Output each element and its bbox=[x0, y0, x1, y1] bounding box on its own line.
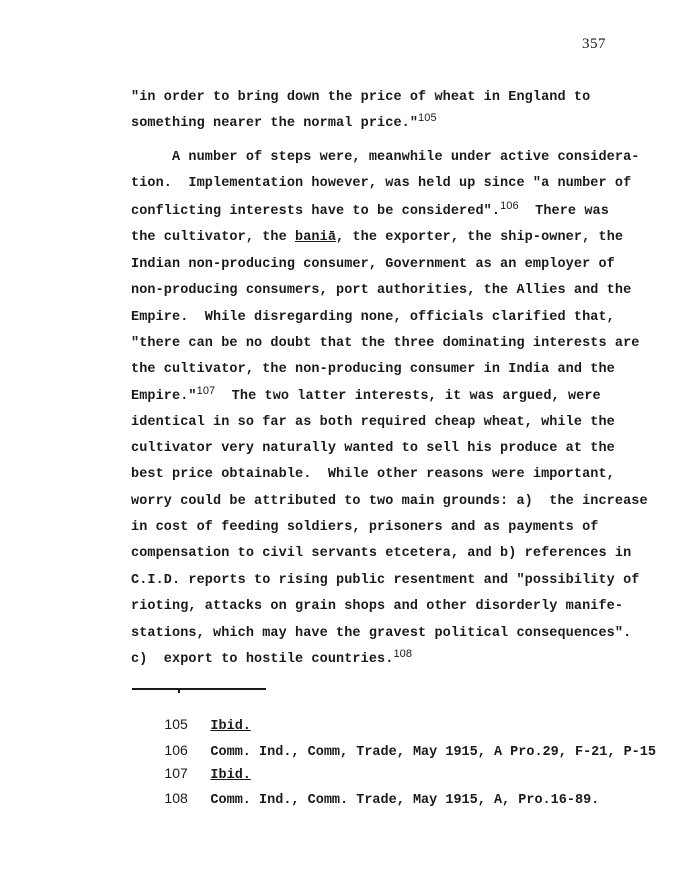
footnote bbox=[132, 775, 599, 823]
footnote-number: 106 bbox=[164, 742, 188, 758]
body-line: the cultivator, the non-producing consumer in India and the bbox=[131, 362, 615, 377]
footnote-ref: 108 bbox=[393, 648, 413, 660]
body-line: something nearer the normal price."$^{105}$ bbox=[131, 112, 437, 131]
footnote-text: Comm. Ind., Comm, Trade, May 1915, A Pro.29, F-21, P-15 bbox=[210, 745, 656, 760]
body-line: best price obtainable. While other reasons were important, bbox=[131, 467, 615, 482]
body-line: rioting, attacks on grain shops and other disorderly manife- bbox=[131, 599, 624, 614]
body-line: Empire. While disregarding none, officials clarified that, bbox=[131, 310, 615, 325]
footnote-text: Comm. Ind., Comm. Trade, May 1915, A, Pro.16-89. bbox=[210, 793, 600, 808]
underlined-term: baniā bbox=[295, 230, 337, 245]
footnote-number: 105 bbox=[164, 716, 188, 732]
footnote-divider bbox=[132, 688, 266, 690]
page-number: 357 bbox=[582, 36, 606, 52]
body-line: "there can be no doubt that the three dominating interests are bbox=[131, 336, 640, 351]
footnote-number: 107 bbox=[164, 765, 188, 781]
body-line: cultivator very naturally wanted to sell his produce at the bbox=[131, 441, 615, 456]
body-line: tion. Implementation however, was held up since "a number of bbox=[131, 176, 632, 191]
footnote-divider-tick bbox=[178, 688, 180, 693]
body-line: Empire."$^{107}$ The two latter interests, it was argued, were bbox=[131, 385, 601, 404]
body-line: the cultivator, the baniā, the exporter, the ship-owner, the bbox=[131, 230, 624, 245]
body-line: identical in so far as both required cheap wheat, while the bbox=[131, 415, 615, 430]
body-line: compensation to civil servants etcetera, and b) references in bbox=[131, 546, 632, 561]
body-line: worry could be attributed to two main grounds: a) the increase bbox=[131, 494, 648, 509]
footnote-ref: 107 bbox=[196, 385, 216, 397]
body-line: C.I.D. reports to rising public resentment and "possibility of bbox=[131, 573, 640, 588]
footnote-ref: 106 bbox=[500, 200, 519, 212]
body-line: c) export to hostile countries.$^{108}$ bbox=[131, 648, 413, 667]
footnote-ref: 105 bbox=[418, 112, 437, 124]
footnote-text: Ibid. bbox=[210, 719, 251, 734]
footnote-number: 108 bbox=[164, 790, 188, 806]
body-line: "in order to bring down the price of wheat in England to bbox=[131, 90, 591, 105]
body-line: conflicting interests have to be considered".$^{106}$ There was bbox=[131, 200, 609, 219]
body-line: non-producing consumers, port authorities, the Allies and the bbox=[131, 283, 632, 298]
footnote-text: Ibid. bbox=[210, 768, 251, 783]
body-line: A number of steps were, meanwhile under active considera- bbox=[131, 150, 640, 165]
body-line: in cost of feeding soldiers, prisoners and as payments of bbox=[131, 520, 599, 535]
body-line: stations, which may have the gravest political consequences". bbox=[131, 626, 632, 641]
body-line: Indian non-producing consumer, Government as an employer of bbox=[131, 257, 615, 272]
